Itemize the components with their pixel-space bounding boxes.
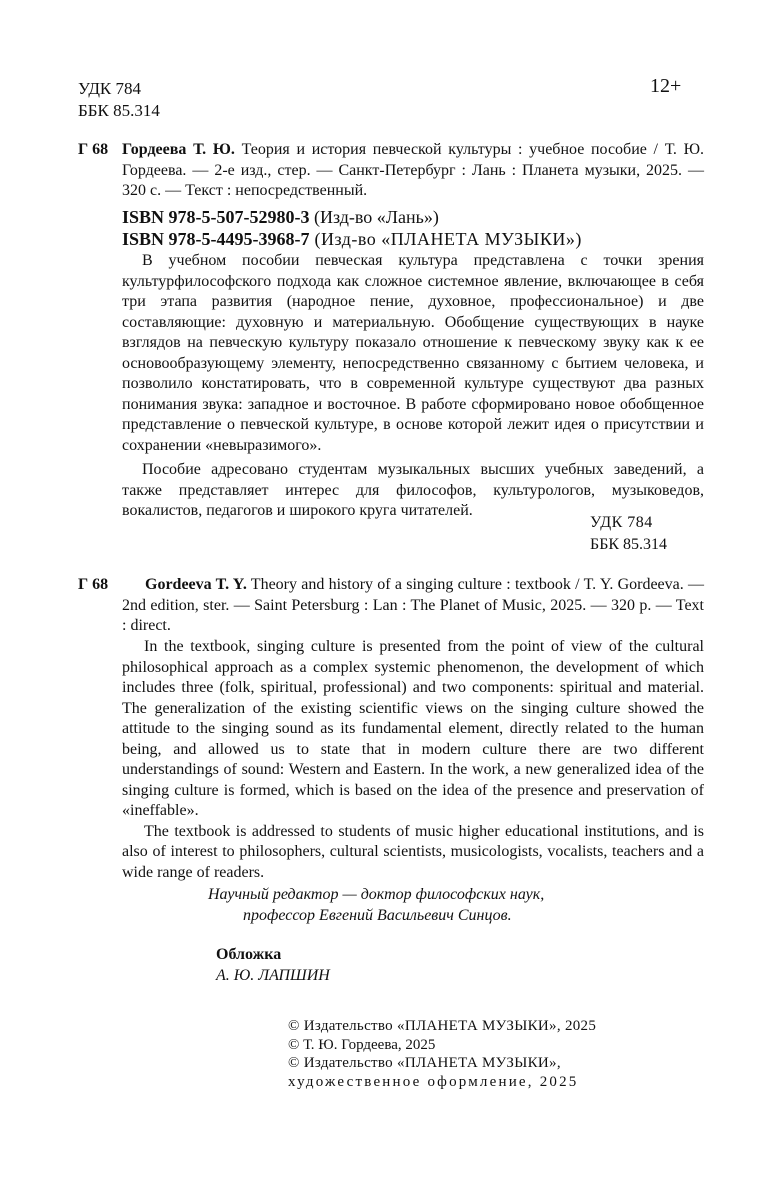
en-abstract-text: In the textbook, singing culture is presented from the point of view of the cultural philosophical approach as a complex systemic phenomenon, the development of which includes three (folk, spiritual, professional) and two components: spiritual and material. The generalization of the existing scientific views on the singing culture showed the attitude to the singing sound as its fundamental element, directly related to the human being, and allowed us to state that in modern culture there are two different understandings of sound: Western and Eastern. In the work, a new generalized idea of the singing culture is formed, which is based on the idea of the presence and preservation of «ineffable». xyxy=(122,638,704,819)
editor-line: Научный редактор — доктор философских наук, xyxy=(208,886,545,903)
ru-citation xyxy=(122,140,704,202)
age-rating: 12+ xyxy=(650,75,682,97)
en-index: Г 68 xyxy=(78,576,109,593)
ru-abstract xyxy=(122,251,704,522)
ru-codes xyxy=(590,512,667,556)
classification-codes xyxy=(78,78,160,122)
copyright-line: © Издательство «ПЛАНЕТА МУЗЫКИ», xyxy=(288,1055,561,1071)
ru-audience-text: Пособие адресовано студентам музыкальных высших учебных заведений, а также представляет интерес для философов, культурологов, музыковедов, вокалистов, педагогов и широкого круга читателей. xyxy=(122,461,704,519)
isbn-number: ISBN 978-5-4495-3968-7 xyxy=(122,229,310,249)
cover-artist: А. Ю. ЛАПШИН xyxy=(216,966,330,984)
isbn-number: ISBN 978-5-507-52980-3 xyxy=(122,207,310,227)
isbn-lan xyxy=(122,206,582,228)
en-abstract xyxy=(122,637,704,883)
en-citation-text: Theory and history of a singing culture : textbook / T. Y. Gordeeva. — 2nd edition, ster. — Saint Petersburg : Lan : The Planet of Music, 2025. — 320 p. — Text : direct. xyxy=(122,576,704,634)
isbn-publisher: (Изд-во «Лань») xyxy=(309,207,439,227)
ru-abstract-text: В учебном пособии певческая культура представлена с точки зрения культурфилософского подхода как сложное системное явление, включающее в себя три этапа развития (народное пение, духовное, профессиональное) и две составляющие: духовную и материальную. Обобщение существующих в науке взглядов на певческую культуру показало отношение к певческому звуку как к ее основообразующему элементу, непосредственно связанному с бытием человека, и позволило констатировать, что в современной культуре существуют два разных понимания звука: западное и восточное. В работе сформировано новое обобщенное представление о певческой культуре, в основе которой лежит идея о присутствии и сохранении «невыразимого». xyxy=(122,252,704,454)
bbk-code: ББК 85.314 xyxy=(78,101,160,120)
copyright-line: © Издательство «ПЛАНЕТА МУЗЫКИ», 2025 xyxy=(288,1018,597,1034)
bbk-code: ББК 85.314 xyxy=(590,536,668,553)
ru-isbn-list xyxy=(122,206,582,250)
copyright-notices xyxy=(288,1017,596,1091)
udk-code: УДК 784 xyxy=(78,79,142,98)
copyright-line: художественное оформление, 2025 xyxy=(288,1073,579,1090)
en-audience-text: The textbook is addressed to students of music higher educational institutions, and is also of interest to philosophers, cultural scientists, musicologists, vocalists, teachers and a wide range of readers. xyxy=(122,822,704,881)
en-citation xyxy=(122,575,704,637)
scientific-editor xyxy=(208,885,544,926)
isbn-planeta xyxy=(122,228,582,250)
en-author: Gordeeva T. Y. xyxy=(145,576,247,593)
cover-label: Обложка xyxy=(216,946,282,963)
ru-index: Г 68 xyxy=(78,141,109,158)
isbn-publisher: (Изд-во «ПЛАНЕТА МУЗЫКИ») xyxy=(309,229,582,249)
editor-line: профессор Евгений Васильевич Синцов. xyxy=(243,906,512,924)
cover-credit xyxy=(216,945,330,986)
udk-code: УДК 784 xyxy=(590,514,653,531)
copyright-line: © Т. Ю. Гордеева, 2025 xyxy=(288,1036,436,1053)
ru-author: Гордеева Т. Ю. xyxy=(122,141,235,158)
ru-citation-text: Теория и история певческой культуры : учебное пособие / Т. Ю. Гордеева. — 2-е изд., стер. — Санкт-Петербург : Лань : Планета музыки, 2025. — 320 с. — Текст : непосредственный. xyxy=(122,141,705,199)
